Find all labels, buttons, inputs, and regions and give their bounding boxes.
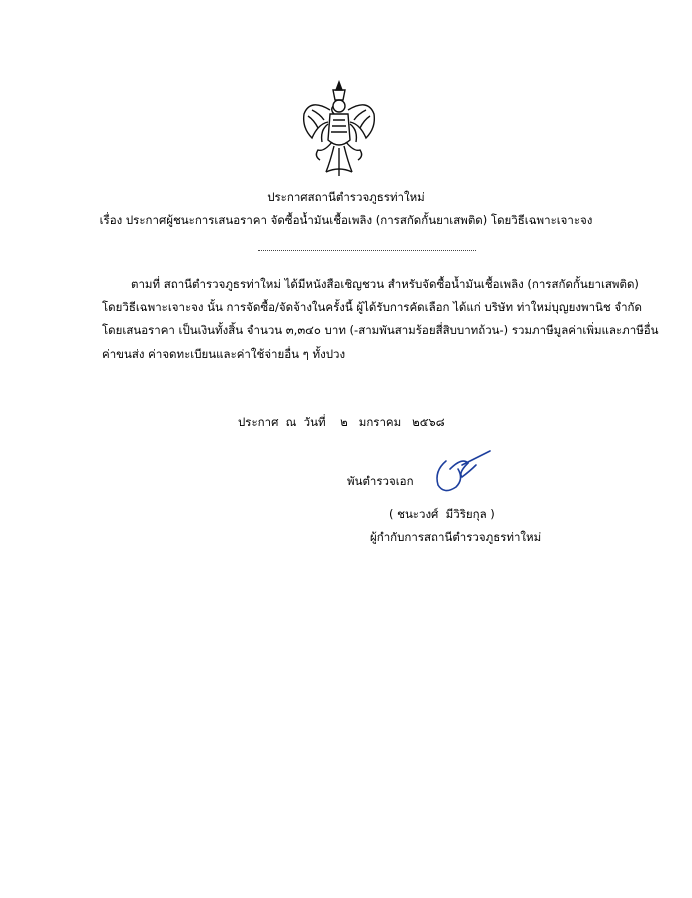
signatory-rank: พันตำรวจเอก xyxy=(347,474,414,488)
garuda-emblem-icon xyxy=(300,80,378,178)
announce-date: ประกาศ ณ วันที่ ๒ มกราคม ๒๕๖๘ xyxy=(238,415,445,429)
announcement-title: ประกาศสถานีตำรวจภูธรท่าใหม่ xyxy=(267,190,425,204)
announcement-subject: เรื่อง ประกาศผู้ชนะการเสนอราคา จัดซื้อน้ำมันเชื้อเพลิง (การสกัดกั้นยาเสพติด) โดยวิธีเฉพาะเจาะจง xyxy=(99,213,593,227)
body-line-4: ค่าขนส่ง ค่าจดทะเบียนและค่าใช้จ่ายอื่น ๆ ทั้งปวง xyxy=(102,347,346,361)
separator-line xyxy=(258,250,476,251)
signatory-name: ( ชนะวงศ์ มีวิริยกุล ) xyxy=(389,507,495,521)
signatory-position: ผู้กำกับการสถานีตำรวจภูธรท่าใหม่ xyxy=(370,530,542,544)
body-line-2: โดยวิธีเฉพาะเจาะจง นั้น การจัดซื้อ/จัดจ้างในครั้งนี้ ผู้ได้รับการคัดเลือก ได้แก่ บริษัท ท่าใหม่บุญยงพานิช จำกัด xyxy=(102,300,642,314)
handwritten-signature xyxy=(428,447,498,497)
body-line-3: โดยเสนอราคา เป็นเงินทั้งสิ้น จำนวน ๓,๓๔๐ บาท (-สามพันสามร้อยสี่สิบบาทถ้วน-) รวมภาษีมูลค่าเพิ่มและภาษีอื่น xyxy=(102,323,659,337)
body-line-1: ตามที่ สถานีตำรวจภูธรท่าใหม่ ได้มีหนังสือเชิญชวน สำหรับจัดซื้อน้ำมันเชื้อเพลิง (การสกัดกั้นยาเสพติด) xyxy=(131,277,639,291)
